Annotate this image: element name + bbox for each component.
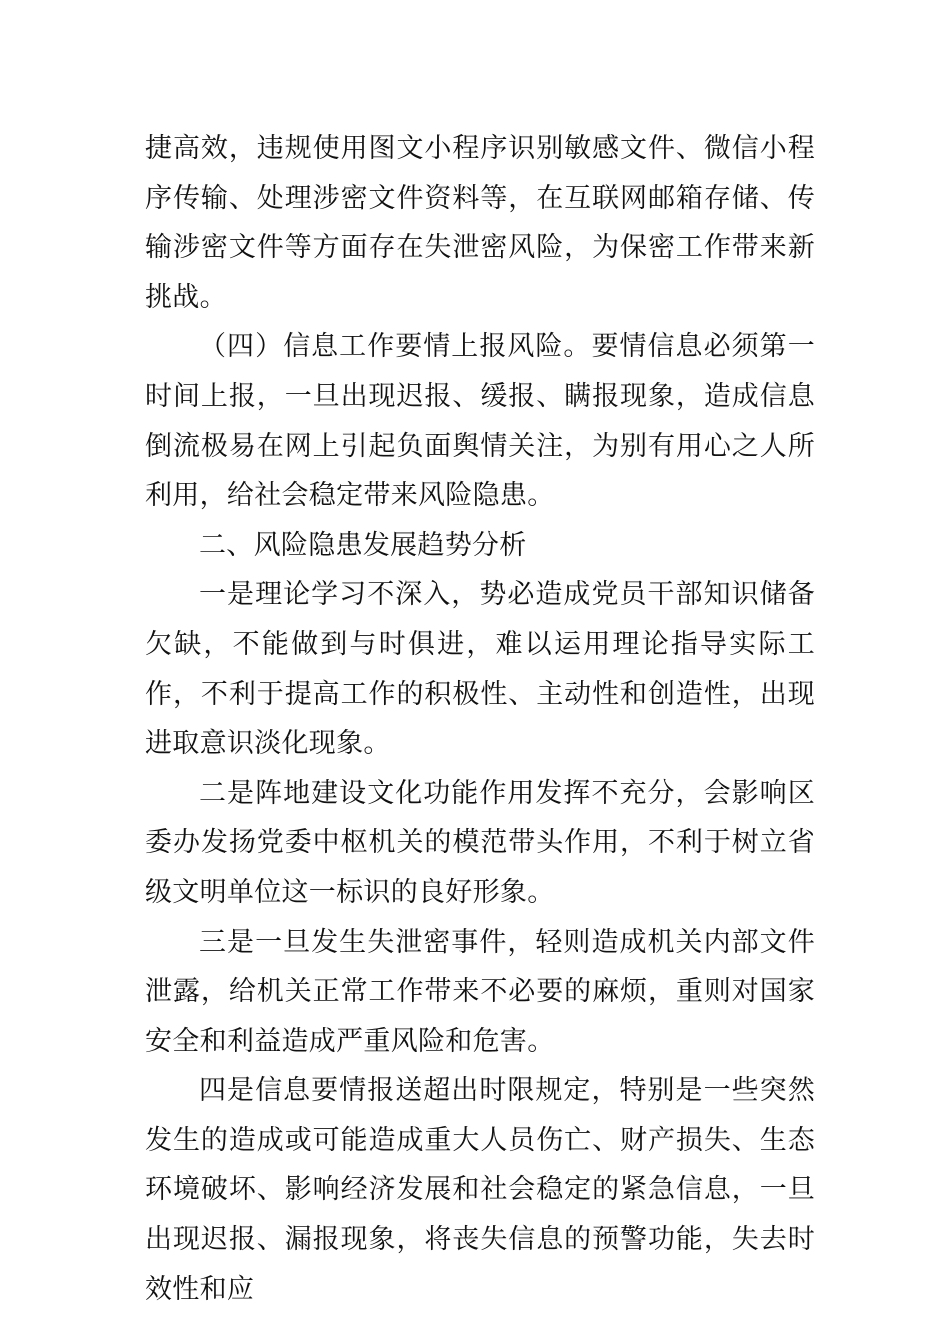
paragraph-point-two: 二是阵地建设文化功能作用发挥不充分，会影响区委办发扬党委中枢机关的模范带头作用，不利于树立省级文明单位这一标识的良好形象。 — [145, 777, 815, 908]
paragraph-section-four-info-risk: （四）信息工作要情上报风险。要情信息必须第一时间上报，一旦出现迟报、缓报、瞒报现象，造成信息倒流极易在网上引起负面舆情关注，为别有用心之人所利用，给社会稳定带来风险隐患。 — [145, 331, 815, 512]
section-heading-risk-trend: 二、风险隐患发展趋势分析 — [199, 529, 527, 561]
paragraph-continuation: 捷高效，违规使用图文小程序识别敏感文件、微信小程序传输、处理涉密文件资料等，在互联网邮箱存储、传输涉密文件等方面存在失泄密风险，为保密工作带来新挑战。 — [145, 133, 815, 313]
paragraph-point-three: 三是一旦发生失泄密事件，轻则造成机关内部文件泄露，给机关正常工作带来不必要的麻烦，重则对国家安全和利益造成严重风险和危害。 — [145, 926, 815, 1057]
paragraph-point-four: 四是信息要情报送超出时限规定，特别是一些突然发生的造成或可能造成重大人员伤亡、财产损失、生态环境破坏、影响经济发展和社会稳定的紧急信息，一旦出现迟报、漏报现象，将丧失信息的预警功能，失去时效性和应 — [145, 1075, 815, 1305]
paragraph-point-one: 一是理论学习不深入，势必造成党员干部知识储备欠缺，不能做到与时俱进，难以运用理论指导实际工作，不利于提高工作的积极性、主动性和创造性，出现进取意识淡化现象。 — [145, 579, 815, 760]
document-body — [145, 124, 815, 1314]
